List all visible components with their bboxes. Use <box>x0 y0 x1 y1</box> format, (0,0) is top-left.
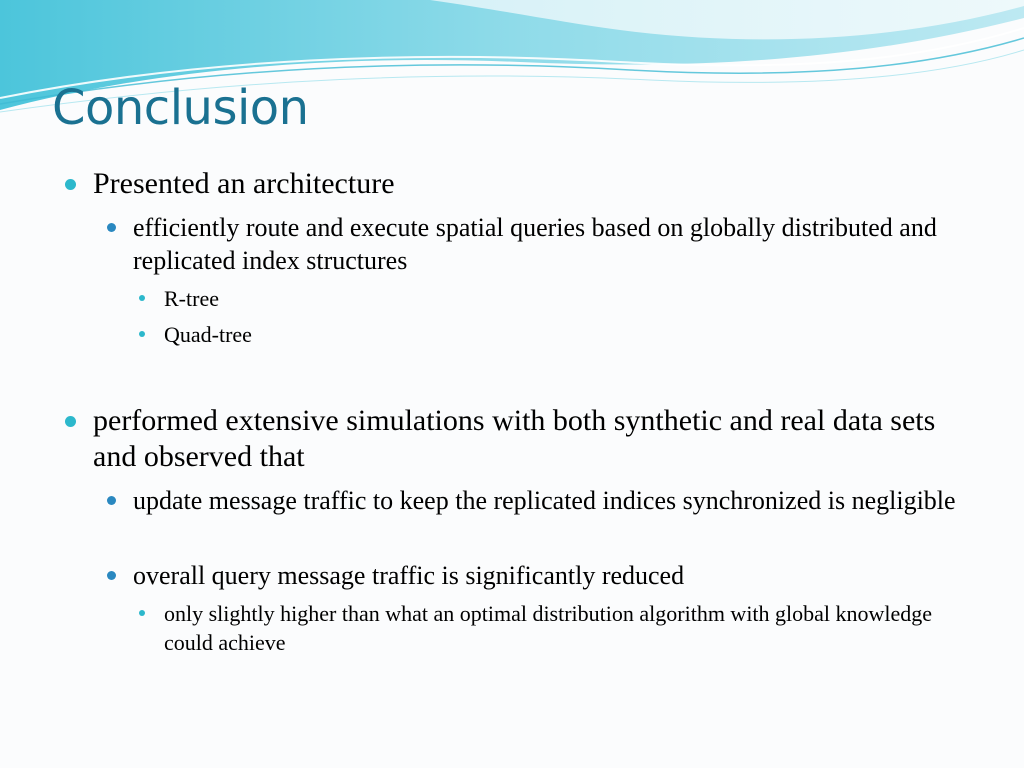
bullet-dot-icon <box>139 331 145 337</box>
bullet-text: Presented an architecture <box>93 167 395 200</box>
bullet-level2 <box>133 211 973 277</box>
slide-title: Conclusion <box>52 80 309 136</box>
bullet-text: update message traffic to keep the replicated indices synchronized is negligible <box>133 486 956 515</box>
bullet-dot-icon <box>107 496 116 505</box>
bullet-dot-icon <box>65 416 76 427</box>
bullet-level3 <box>164 284 964 313</box>
bullet-text: performed extensive simulations with both synthetic and real data sets and observed that <box>93 404 936 473</box>
bullet-level3 <box>164 320 964 349</box>
bullet-level2 <box>133 559 973 592</box>
bullet-dot-icon <box>139 295 145 301</box>
bullet-text: efficiently route and execute spatial queries based on globally distributed and replicated index structures <box>133 213 937 275</box>
bullet-dot-icon <box>107 571 116 580</box>
bullet-text: Quad-tree <box>164 322 252 347</box>
bullet-dot-icon <box>139 610 145 616</box>
bullet-level1 <box>93 166 973 202</box>
bullet-dot-icon <box>107 223 116 232</box>
bullet-text: R-tree <box>164 286 219 311</box>
bullet-level2 <box>133 484 973 517</box>
bullet-text: overall query message traffic is significantly reduced <box>133 561 685 590</box>
bullet-level1 <box>93 403 973 475</box>
bullet-level3 <box>164 599 964 657</box>
bullet-text: only slightly higher than what an optimal distribution algorithm with global knowledge could achieve <box>164 601 933 655</box>
bullet-dot-icon <box>65 179 76 190</box>
